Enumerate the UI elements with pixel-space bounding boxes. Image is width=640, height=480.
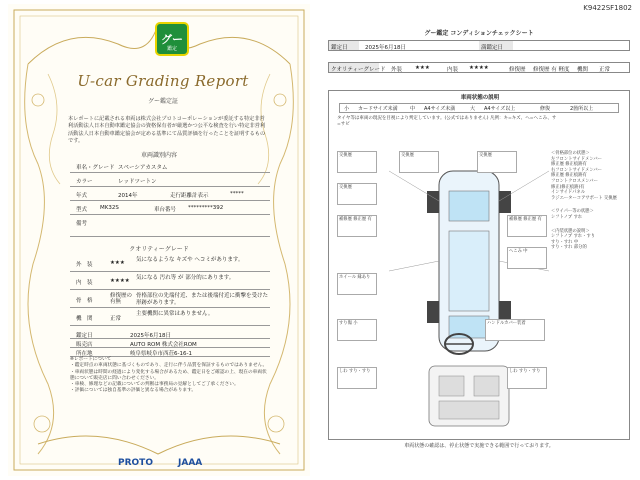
appraisal-date-value: 2025年6月18日: [130, 333, 171, 339]
note-item: ・鑑定時点の車両状態に基づくものであり、走行に伴う品質を保証するものではありません。: [70, 363, 268, 369]
vehicle-model-label: 型式: [76, 207, 88, 213]
callout-right-2: 補修歴 修正歴 有: [507, 215, 547, 237]
sheet-date-value: 2025年6月18日: [365, 45, 406, 51]
certificate-title: U-car Grading Report: [77, 72, 249, 90]
list-item: ラジエーターコアサポート 交換歴: [551, 195, 617, 201]
grade-row-exterior: [70, 254, 270, 272]
list-item: ＜骨格部位の状態＞: [551, 151, 590, 156]
list-item: 修正(修正痕跡)有: [551, 184, 585, 190]
logo-subtext: 鑑定: [166, 46, 177, 52]
callout-steering: ハンドルカバー装着: [485, 319, 545, 341]
vehicle-remarks-label: 備考: [76, 221, 88, 227]
address-row: [70, 348, 270, 357]
vehicle-chassis-value: *********392: [188, 205, 224, 211]
callout-left-1: 交換歴: [337, 183, 377, 205]
size-small-desc: カードサイズ未満: [358, 106, 398, 112]
sheet-interior-value: ★★★★: [469, 65, 489, 71]
appraisal-date-row: [70, 330, 270, 339]
diagram-legend: タイヤ等は車両の現況を目視により判定しています。(公式ではありません) 凡例：キ=キズ、へ=へこみ、サ=サビ: [337, 116, 557, 127]
vehicle-name-value: スペーシアカスタム: [118, 165, 168, 171]
list-item: 右フロントサイドメンバー: [551, 167, 602, 173]
notes-title: ※レポートについて: [70, 357, 112, 362]
grading-certificate: [8, 4, 310, 476]
vehicle-condition-diagram: [328, 90, 630, 440]
steering-wheel-icon: [439, 329, 479, 359]
grade-row-interior: [70, 272, 270, 290]
list-item: ＜ワイパー等の状態＞: [551, 209, 594, 215]
appraisal-table: [70, 330, 270, 357]
grade-row-frame: [70, 290, 270, 308]
list-item: シフトノブ すれ: [551, 214, 583, 220]
sheet-repair-value: 修復歴 有 軽度: [533, 67, 570, 73]
grade-label: 骨 格: [76, 298, 93, 304]
vehicle-color-value: レッドツートン: [118, 179, 157, 185]
grade-desc: 気になる 汚れ等 が 部分的にあります。: [136, 275, 235, 281]
vehicle-year-label: 年式: [76, 193, 88, 199]
vehicle-name-label: 車名・グレード: [76, 165, 115, 171]
certificate-subtitle: グー鑑定証: [147, 98, 178, 105]
dealer-value: AUTO ROM 株式会社ROM: [130, 342, 197, 348]
goo-kantei-logo: [155, 22, 189, 56]
callout-left-4: すり傷 小: [337, 319, 377, 341]
vehicle-remarks-row: [70, 215, 270, 237]
grade-stars: ★★★: [110, 260, 125, 266]
vehicle-year-row: [70, 187, 270, 201]
address-value: 岐阜県岐阜市西荘6-16-1: [130, 351, 192, 357]
address-label: 所在地: [76, 351, 93, 357]
vehicle-chassis-label: 車台番号: [154, 207, 177, 213]
vehicle-model-row: [70, 201, 270, 215]
diagram-title: 車両状態の説明: [460, 95, 500, 101]
grade-row-engine: [70, 308, 270, 326]
grade-stars: 修復歴の有無: [110, 293, 133, 305]
size-large-desc: A4サイズ以上: [484, 106, 516, 112]
vehicle-color-label: カラー: [76, 179, 93, 185]
list-item: すり・すれ 中: [551, 239, 579, 245]
note-item: ・車検、修理などの記載についての判断は事務局の見解としてご了承ください。: [70, 382, 239, 388]
list-item: 修正歴 修正痕跡有: [551, 162, 587, 168]
list-item: シフトノブ すれ・すり: [551, 234, 596, 240]
callout-interior-right: しわ すり・すり: [507, 367, 547, 389]
dealer-label: 販売店: [76, 342, 93, 348]
vehicle-mileage-label: 走行距離計表示: [170, 193, 209, 199]
grade-label: 機 関: [76, 316, 93, 322]
vehicle-color-row: [70, 173, 270, 187]
sheet-engine-label: 機関: [577, 67, 589, 73]
sheet-repair-label: 修復歴: [509, 67, 526, 73]
note-item: ・評価については独自基準の評価と異なる場合があります。: [70, 388, 197, 394]
dealer-row: [70, 339, 270, 348]
note-item: ・車両状態は時間の経過により変化する場合があるため、鑑定日をご確認の上、現在の車両状態について販売店に問い合わせください。: [70, 369, 267, 381]
report-notes: [70, 357, 270, 395]
grade-desc: 気になるような キズや ヘコミがあります。: [136, 257, 244, 263]
sheet-quality-label: クオリティーグレード: [329, 63, 379, 72]
vehicle-name-row: [70, 159, 270, 173]
sheet-code: K9422SF1802: [583, 4, 632, 12]
list-item: フロントクロスメンバー: [551, 178, 598, 184]
list-item: すり・すれ 部分的: [551, 245, 587, 251]
list-item: 左フロントサイドメンバー: [551, 156, 602, 162]
grade-desc: 骨格部位の先端付近、または後端付近に衝撃を受けた形跡があります。: [136, 293, 269, 306]
size-large: 大: [470, 106, 476, 112]
sheet-engine-value: 正常: [599, 67, 611, 73]
size-mid: 中: [410, 106, 416, 112]
size-legend-row: [339, 103, 619, 113]
grade-stars: ★★★★: [110, 278, 130, 284]
callout-front-left: 交換歴: [337, 151, 377, 173]
grade-stars: 正常: [110, 316, 122, 322]
sheet-date-label: 鑑定日: [329, 41, 359, 50]
logo-text: グー: [161, 33, 183, 46]
quality-section-title: クオリティーグレード: [129, 246, 189, 253]
vehicle-mileage-value: *****: [230, 191, 244, 197]
sheet-exterior-value: ★★★: [415, 65, 430, 71]
condition-check-sheet: [322, 4, 636, 476]
size-small: 小: [344, 106, 350, 112]
grade-label: 外 装: [76, 262, 93, 268]
certificate-intro: 本レポートに記載される車両は株式会社プロトコーポレーションが委託する特定非営利活動法人日本自動車鑑定協会の資格保有者が厳選かつ公平な検査を行い特定非営利活動法人日本自動車鑑定協会が定める基準にて品質評価を行ったことを証明するものです。: [68, 116, 266, 145]
list-item: ＜内装状態の説明＞: [551, 228, 590, 234]
sheet-interior-label: 内装: [447, 67, 459, 73]
appraisal-date-label: 鑑定日: [76, 333, 93, 339]
callout-front-right: 交換歴: [477, 151, 517, 173]
sheet-exterior-label: 外装: [391, 67, 403, 73]
callout-interior-left: しわ すり・すり: [337, 367, 377, 389]
jaaa-logo: JAAA: [178, 458, 203, 468]
callout-front-center: 交換歴: [399, 151, 439, 173]
vehicle-year-value: 2014年: [118, 193, 138, 199]
size-mid-desc: A4サイズ未満: [424, 106, 456, 112]
list-item: 修正歴 修正痕跡有: [551, 173, 587, 179]
callout-left-3: ホイール 縁あり: [337, 273, 377, 295]
grade-label: 内 装: [76, 280, 93, 286]
repair-count-label: 修復: [540, 106, 551, 112]
sheet-quality-row: [328, 62, 630, 73]
repair-count-value: 2箇所以上: [570, 106, 594, 112]
list-item: インサイドパネル: [551, 190, 585, 196]
proto-logo: PROTO: [118, 458, 153, 468]
frame-condition-list: [551, 151, 625, 251]
vehicle-model-value: MK32S: [100, 205, 119, 211]
sheet-expiry-label: 満鑑定日: [479, 41, 513, 50]
sheet-bottom-note: 車両状態の確認は、停止状態で実施できる範囲で行っております。: [404, 443, 554, 449]
vehicle-info-table: [70, 159, 270, 237]
sheet-date-row: [328, 40, 630, 51]
sheet-title: グー鑑定 コンディションチェックシート: [424, 30, 534, 37]
callout-right-3: へこみ 中: [507, 247, 547, 269]
grade-desc: 主要機関に異常はありません。: [136, 311, 214, 317]
callout-left-2: 補修歴 修正歴 有: [337, 215, 377, 237]
vehicle-section-title: 車両識別内容: [140, 152, 177, 159]
